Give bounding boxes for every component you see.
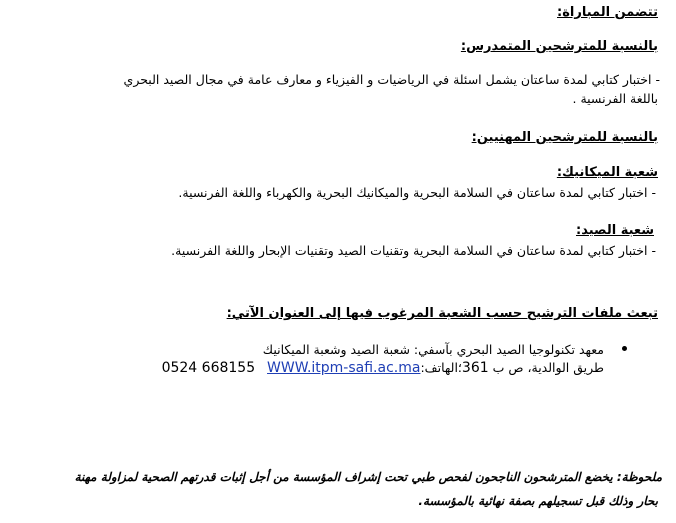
po-box-number: 361: [461, 360, 489, 376]
heading-trainee-candidates: بالنسبة للمترشحين المتمدرس:: [460, 39, 658, 54]
fishing-exam-line: - اختبار كتابي لمدة ساعتان في السلامة البحرية وتقنيات الصيد وتقنيات الإبحار واللغة الفرنسية.: [171, 243, 656, 258]
note-line-1: ملحوظة: يخضع المترشحون الناجحون لفحص طبي تحت إشراف المؤسسة من أجل إثبات قدرتهم الصحية لمزاولة مهنة: [74, 470, 662, 484]
bullet-point: [622, 346, 627, 351]
mechanics-exam-line: - اختبار كتابي لمدة ساعتان في السلامة البحرية والميكانيك البحرية والكهرباء واللغة الفرنسية.: [178, 185, 656, 200]
heading-professional-candidates: بالنسبة للمترشحين المهنيين:: [471, 130, 658, 145]
address-text: طريق الوالدية، ص ب: [492, 360, 604, 375]
note-line-2: بحار وذلك قبل تسجيلهم بصفة نهائية بالمؤسسة.: [418, 494, 658, 508]
trainees-exam-line-2: باللغة الفرنسية .: [572, 91, 658, 106]
phone-label: ؛الهاتف:: [420, 360, 462, 375]
heading-send-application: تبعث ملفات الترشيح حسب الشعبة المرغوب فيها إلى العنوان الآتي:: [226, 306, 658, 321]
phone-number: 0524 668155: [161, 360, 256, 376]
institute-line: معهد تكنولوجيا الصيد البحري بآسفي: شعبة الصيد وشعبة الميكانيك: [262, 342, 604, 357]
heading-contest-contents: تتضمن المباراة:: [557, 5, 658, 20]
address-line: [162, 360, 604, 376]
website-link[interactable]: WWW.itpm-safi.ac.ma: [267, 360, 421, 376]
heading-mechanics-branch: شعبة الميكانيك:: [556, 165, 658, 180]
heading-fishing-branch: شعبة الصيد:: [576, 223, 654, 238]
trainees-exam-line-1: - اختبار كتابي لمدة ساعتان يشمل اسئلة في الرياضيات و الفيزياء و معارف عامة في مجال الصيد البحري: [123, 72, 660, 87]
